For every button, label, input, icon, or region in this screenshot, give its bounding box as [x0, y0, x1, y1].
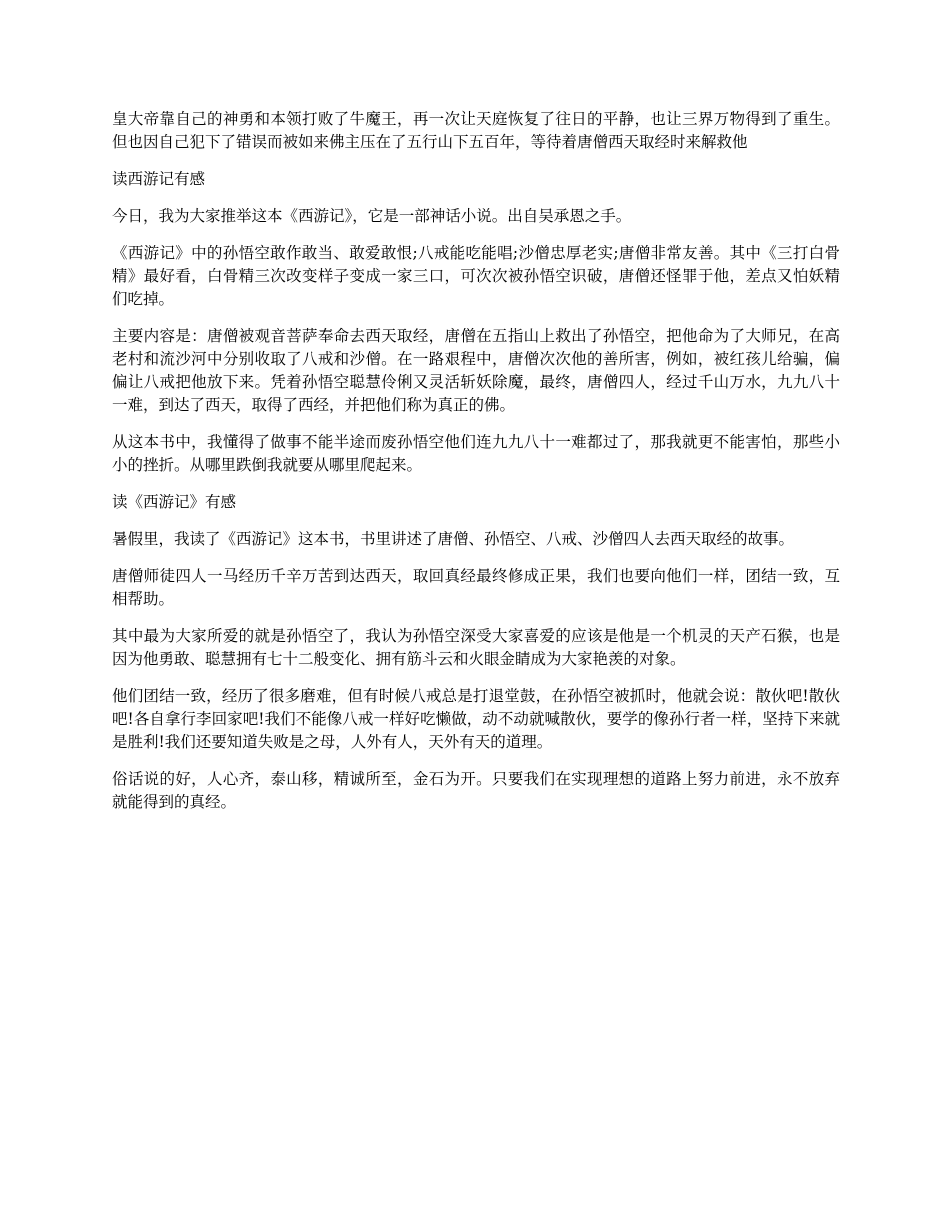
paragraph-6: 暑假里，我读了《西游记》这本书，书里讲述了唐僧、孙悟空、八戒、沙僧四人去西天取经的故事。: [112, 530, 795, 548]
paragraph-2: 今日，我为大家推举这本《西游记》，它是一部神话小说。出自吴承恩之手。: [112, 207, 632, 225]
paragraph-10: 俗话说的好，人心齐，泰山移，精诚所至，金石为开。只要我们在实现理想的道路上努力前进，永不放弃就能得到的真经。: [112, 770, 840, 811]
section-heading-1: 读西游记有感: [112, 170, 206, 188]
section-heading-2: 读《西游记》有感: [112, 493, 237, 511]
paragraph-4: 主要内容是：唐僧被观音菩萨奉命去西天取经，唐僧在五指山上救出了孙悟空，把他命为了大师兄，在高老村和流沙河中分别收取了八戒和沙僧。在一路艰程中，唐僧次次他的善所害，例如，被红孩儿给骗，偏偏让八戒把他放下来。凭着孙悟空聪慧伶俐又灵活斩妖除魔，最终，唐僧四人，经过千山万水，九九八十一难，到达了西天，取得了西经，并把他们称为真正的佛。: [112, 327, 840, 414]
paragraph-5: 从这本书中，我懂得了做事不能半途而废孙悟空他们连九九八十一难都过了，那我就更不能害怕，那些小小的挫折。从哪里跌倒我就要从哪里爬起来。: [112, 433, 840, 474]
paragraph-8: 其中最为大家所爱的就是孙悟空了，我认为孙悟空深受大家喜爱的应该是他是一个机灵的天产石猴，也是因为他勇敢、聪慧拥有七十二般变化、拥有筋斗云和火眼金睛成为大家艳羡的对象。: [112, 627, 840, 668]
document-page: [112, 108, 840, 828]
paragraph-3: 《西游记》中的孙悟空敢作敢当、敢爱敢恨;八戒能吃能唱;沙僧忠厚老实;唐僧非常友善。其中《三打白骨精》最好看，白骨精三次改变样子变成一家三口，可次次被孙悟空识破，唐僧还怪罪于他，差点又怕妖精们吃掉。: [112, 244, 840, 308]
paragraph-7: 唐僧师徒四人一马经历千辛万苦到达西天，取回真经最终修成正果，我们也要向他们一样，团结一致，互相帮助。: [112, 567, 840, 608]
paragraph-1: 皇大帝靠自己的神勇和本领打败了牛魔王，再一次让天庭恢复了往日的平静，也让三界万物得到了重生。但也因自己犯下了错误而被如来佛主压在了五行山下五百年，等待着唐僧西天取经时来解救他: [112, 110, 840, 151]
paragraph-9: 他们团结一致，经历了很多磨难，但有时候八戒总是打退堂鼓，在孙悟空被抓时，他就会说：散伙吧!散伙吧!各自拿行李回家吧!我们不能像八戒一样好吃懒做，动不动就喊散伙，要学的像孙行者一样，坚持下来就是胜利!我们还要知道失败是之母，人外有人，天外有天的道理。: [112, 687, 840, 751]
